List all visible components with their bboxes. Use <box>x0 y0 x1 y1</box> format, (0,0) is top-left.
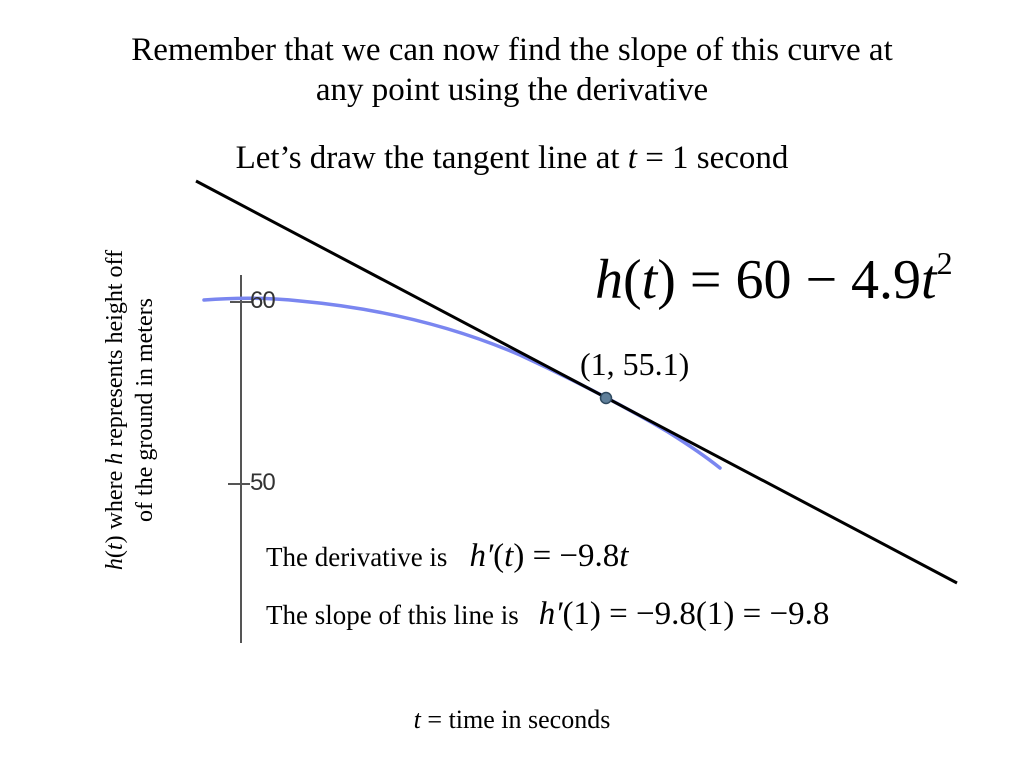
exponent: 2 <box>936 245 953 282</box>
subtitle-suffix: = 1 second <box>636 140 789 176</box>
y-axis-label-line-2: of the ground in meters <box>132 298 158 522</box>
tangent-point-label: (1, 55.1) <box>580 346 690 382</box>
y-tick-label-60: 60 <box>250 287 275 314</box>
title-line-1: Remember that we can now find the slope of this curve at <box>131 32 893 68</box>
slope-formula: h′(1) = −9.8(1) = −9.8 <box>538 596 830 632</box>
tangent-line <box>196 181 957 583</box>
x-axis-label: t = time in seconds <box>413 705 611 734</box>
derivative-statement <box>266 538 628 575</box>
height-formula: $h(t) = 60 - 4.9t^2$ <box>595 245 953 311</box>
derivative-text: The derivative is <box>266 542 448 572</box>
slope-statement <box>266 596 829 633</box>
y-tick-label-50: 50 <box>250 469 275 496</box>
title-line-2: any point using the derivative <box>315 72 709 109</box>
y-axis-label-line-1: h(t) where h represents height off <box>102 249 128 571</box>
height-curve <box>204 298 720 468</box>
derivative-formula: h′(t) = −9.8t <box>469 538 629 574</box>
slope-text: The slope of this line is <box>266 600 519 630</box>
tangent-point <box>601 393 612 404</box>
subtitle-variable: t <box>627 140 637 176</box>
subtitle-prefix: Let’s draw the tangent line at <box>235 140 628 176</box>
